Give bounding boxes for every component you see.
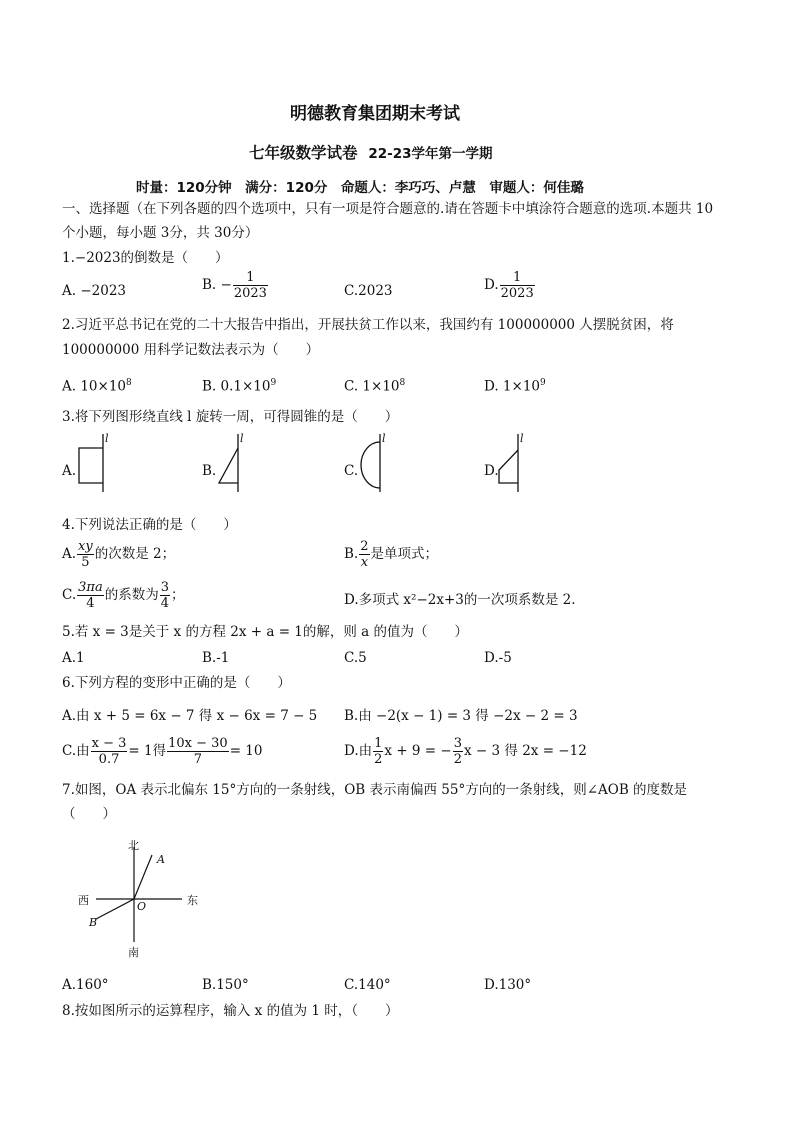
q6-d-end: x − 3 得 2x = −12 bbox=[464, 743, 587, 759]
question-6-stem: 6.下列方程的变形中正确的是（ ） bbox=[62, 675, 291, 691]
question-2-line1: 2.习近平总书记在党的二十大报告中指出，开展扶贫工作以来，我国约有 100000000 人摆脱贫困，将 bbox=[62, 317, 674, 333]
q7-west-label: 西 bbox=[78, 894, 89, 907]
q7-north-label: 北 bbox=[128, 839, 139, 852]
q3-figure-d bbox=[492, 430, 532, 495]
q2-a-base: A. 10×10 bbox=[62, 378, 126, 395]
q2-option-b bbox=[202, 375, 276, 395]
q6-c-mid: = 1得 bbox=[128, 743, 167, 759]
question-7-line1: 7.如图，OA 表示北偏东 15°方向的一条射线，OB 表示南偏西 55°方向的一条射线，则∠AOB 的度数是 bbox=[62, 782, 688, 798]
q6-c-fraction2 bbox=[167, 736, 229, 767]
q1-option-b bbox=[202, 270, 269, 301]
q6-d-den2: 2 bbox=[453, 752, 463, 767]
q7-point-a-label: A bbox=[157, 853, 165, 866]
q6-c-num2: 10x − 30 bbox=[168, 736, 228, 751]
paper-subtitle bbox=[249, 141, 493, 163]
q2-a-exp: 8 bbox=[126, 378, 132, 388]
q6-d-den1: 2 bbox=[374, 752, 383, 767]
section-intro-line1: 一、选择题（在下列各题的四个选项中，只有一项是符合题意的.请在答题卡中填涂符合题意的选项.本题共 10 bbox=[62, 201, 714, 217]
q1-option-d bbox=[484, 270, 536, 301]
q2-c-exp: 8 bbox=[399, 378, 406, 388]
q2-b-base: B. 0.1×10 bbox=[202, 378, 271, 395]
exam-title: 明德教育集团期末考试 bbox=[290, 104, 460, 124]
question-1-stem: 1.−2023的倒数是（ ） bbox=[62, 250, 229, 266]
q1-option-a: A. −2023 bbox=[62, 283, 126, 299]
q6-d-mid: x + 9 = − bbox=[384, 743, 452, 759]
q1-option-c: C.2023 bbox=[344, 283, 393, 299]
q4-c-prefix: C. bbox=[62, 587, 77, 603]
q3-label-d: D. bbox=[484, 463, 499, 479]
q4-a-num: xy bbox=[78, 539, 93, 554]
q4-option-c bbox=[62, 580, 185, 611]
q4-a-den: 5 bbox=[81, 555, 90, 570]
q4-c-fraction1 bbox=[77, 580, 104, 611]
question-2-line2: 100000000 用科学记数法表示为（ ） bbox=[62, 342, 320, 358]
q6-c-prefix: C.由 bbox=[62, 743, 90, 759]
q4-c-den2: 4 bbox=[160, 596, 169, 611]
q6-d-num2: 3 bbox=[453, 736, 463, 751]
q4-c-mid: 的系数为 bbox=[104, 587, 159, 603]
q6-option-a: A.由 x + 5 = 6x − 7 得 x − 6x = 7 − 5 bbox=[62, 708, 318, 724]
q3-label-c: C. bbox=[344, 463, 359, 479]
q7-point-b-label: B bbox=[89, 916, 98, 929]
exam-info: 时量：120分钟 满分：120分 命题人：李巧巧、卢慧 审题人：何佳璐 bbox=[136, 180, 584, 196]
q6-d-prefix: D.由 bbox=[344, 743, 373, 759]
question-4-stem: 4.下列说法正确的是（ ） bbox=[62, 517, 237, 533]
q2-c-base: C. 1×10 bbox=[344, 378, 400, 395]
q6-option-c bbox=[62, 736, 262, 767]
q2-d-exp: 9 bbox=[540, 378, 546, 388]
q6-option-b: B.由 −2(x − 1) = 3 得 −2x − 2 = 3 bbox=[344, 708, 578, 724]
q3-a-axis-label: l bbox=[105, 432, 109, 445]
q2-b-exp: 9 bbox=[270, 378, 277, 388]
q2-option-c bbox=[344, 375, 405, 395]
q7-point-o-label: O bbox=[137, 900, 147, 913]
q1-d-den: 2023 bbox=[500, 286, 534, 301]
q6-c-fraction1 bbox=[91, 736, 128, 767]
q3-figure-a bbox=[74, 430, 114, 495]
q2-option-a bbox=[62, 375, 132, 395]
q1-b-num: 1 bbox=[233, 270, 268, 286]
q4-c-num2: 3 bbox=[160, 580, 169, 595]
q4-a-fraction bbox=[77, 539, 94, 570]
section-intro-line2: 个小题，每小题 3分，共 30分） bbox=[62, 225, 259, 241]
q4-b-text: 是单项式； bbox=[370, 546, 438, 562]
q7-compass-diagram bbox=[74, 835, 214, 965]
q6-c-den2: 7 bbox=[193, 752, 203, 767]
q5-option-d: D.-5 bbox=[484, 650, 512, 666]
q4-b-den: x bbox=[360, 555, 369, 570]
q4-c-num1: 3πa bbox=[78, 580, 103, 595]
q6-c-end: = 10 bbox=[229, 743, 263, 759]
q1-b-den: 2023 bbox=[233, 286, 267, 301]
q4-option-b bbox=[344, 539, 438, 570]
q6-d-fraction2 bbox=[453, 736, 463, 767]
q4-b-fraction bbox=[359, 539, 369, 570]
q4-c-fraction2 bbox=[160, 580, 170, 611]
question-8-stem: 8.按如图所示的运算程序，输入 x 的值为 1 时，（ ） bbox=[62, 1003, 399, 1019]
q4-a-text: 的次数是 2； bbox=[94, 546, 176, 562]
question-7-line2: （ ） bbox=[62, 806, 116, 822]
q4-b-prefix: B. bbox=[344, 546, 359, 562]
q3-c-axis-label: l bbox=[382, 432, 386, 445]
q5-option-a: A.1 bbox=[62, 650, 85, 666]
q5-option-b: B.-1 bbox=[202, 650, 230, 666]
q7-south-label: 南 bbox=[128, 946, 139, 959]
q7-option-d: D.130° bbox=[484, 977, 532, 993]
q1-b-fraction bbox=[233, 270, 268, 301]
q3-label-a: A. bbox=[62, 463, 77, 479]
q1-d-fraction bbox=[500, 270, 535, 301]
question-5-stem: 5.若 x = 3是关于 x 的方程 2x + a = 1的解，则 a 的值为（ ） bbox=[62, 624, 469, 640]
q4-c-end: ； bbox=[171, 587, 185, 603]
q6-d-num1: 1 bbox=[374, 736, 383, 751]
q4-c-den1: 4 bbox=[86, 596, 95, 611]
q7-option-a: A.160° bbox=[62, 977, 109, 993]
q2-d-base: D. 1×10 bbox=[484, 378, 541, 395]
q3-b-axis-label: l bbox=[240, 432, 244, 445]
q3-label-b: B. bbox=[202, 463, 217, 479]
q6-c-num1: x − 3 bbox=[91, 736, 127, 751]
subtitle-text: 七年级数学试卷 bbox=[249, 144, 358, 162]
q3-figure-b bbox=[214, 430, 254, 495]
q2-option-d bbox=[484, 375, 546, 395]
q7-east-label: 东 bbox=[187, 894, 198, 907]
q1-d-prefix: D. bbox=[484, 277, 499, 293]
q4-a-prefix: A. bbox=[62, 546, 77, 562]
q5-option-c: C.5 bbox=[344, 650, 367, 666]
q1-d-num: 1 bbox=[500, 270, 535, 286]
q7-option-b: B.150° bbox=[202, 977, 249, 993]
q4-b-num: 2 bbox=[360, 539, 369, 554]
term-text: 22-23学年第一学期 bbox=[368, 146, 493, 162]
q6-option-d bbox=[344, 736, 587, 767]
q3-figure-c bbox=[352, 430, 392, 495]
q1-b-prefix: B. − bbox=[202, 277, 232, 293]
q4-option-a bbox=[62, 539, 175, 570]
q4-option-d: D.多项式 x²−2x+3的一次项系数是 2. bbox=[344, 592, 576, 608]
q3-d-axis-label: l bbox=[520, 432, 524, 445]
q6-d-fraction1 bbox=[373, 736, 383, 767]
q7-option-c: C.140° bbox=[344, 977, 391, 993]
q6-c-den1: 0.7 bbox=[98, 752, 120, 767]
question-3-stem: 3.将下列图形绕直线 l 旋转一周，可得圆锥的是（ ） bbox=[62, 409, 399, 425]
